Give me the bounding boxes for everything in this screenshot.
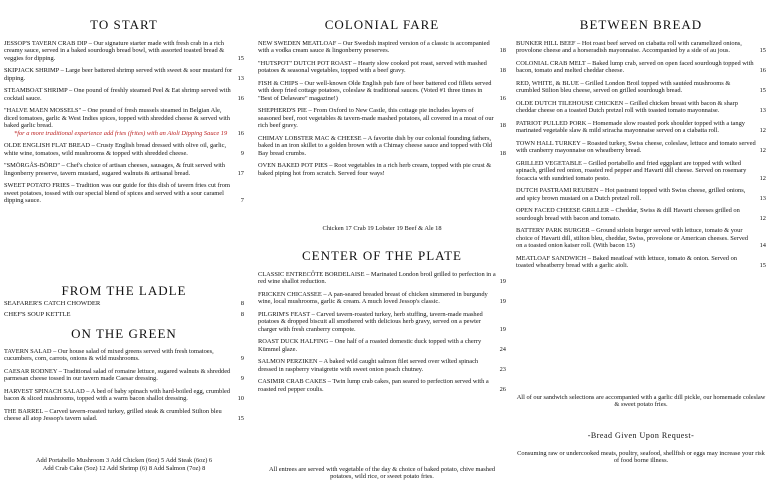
item-description: – Hot roast beef served on ciabatta roll with caramelized onions, provolone cheese and a horseradish mayonnaise. Accompanied by a side of au jous. <box>516 40 742 55</box>
item-price: 16 <box>237 94 244 102</box>
bread-item <box>516 187 766 202</box>
raw-food-warning: Consuming raw or undercooked meats, poultry, seafood, shellfish or eggs may increase your risk of food borne illness. <box>517 450 765 465</box>
item-price: 18 <box>499 47 506 55</box>
item-price: 8 <box>240 310 244 318</box>
item-price: 13 <box>759 107 766 115</box>
item-name: FRICKEN CHICASSEE <box>258 291 322 298</box>
bread-item <box>516 40 766 55</box>
item-price: 8 <box>240 300 244 307</box>
item-name: CHEF'S SOUP KETTLE <box>4 310 71 318</box>
to-start-heading: TO START <box>90 17 158 32</box>
item-name: OLDE ENGLISH FLAT BREAD <box>4 142 90 150</box>
item-name: CLASSIC ENTRECÔTE BORDELAISE <box>258 271 365 278</box>
item-name: CAESAR RODNEY <box>4 368 58 375</box>
item-name: OPEN FACED CHEESE GRILLER <box>516 207 610 215</box>
item-price: 19 <box>499 278 506 286</box>
salad-addons <box>4 457 244 472</box>
item-price: 12 <box>759 174 766 182</box>
item-price: 18 <box>499 149 506 157</box>
to-start-item <box>4 142 244 157</box>
item-name: HARVEST SPINACH SALAD <box>4 388 85 395</box>
item-description: – Homemade slow roasted pork shoulder topped with a tangy marinated vegetable slaw & mild sriracha mayonnaise served on a ciabatta roll. <box>516 120 745 135</box>
colonial-item <box>258 135 506 157</box>
item-name: BATTERY PARK BURGER <box>516 227 590 235</box>
item-description: – One pound of freshly steamed Peel & Eat shrimp served with cocktail sauce. <box>4 87 231 102</box>
item-price: 12 <box>759 127 766 135</box>
item-price: 18 <box>499 122 506 130</box>
item-description: – Carved tavern-roasted turkey, grilled steak & crumbled Stilton bleu cheese all atop Jessop's tavern salad. <box>4 408 222 423</box>
item-name: TAVERN SALAD <box>4 348 52 355</box>
item-name: SWEET POTATO FRIES <box>4 182 70 190</box>
item-price: 7 <box>240 197 244 205</box>
item-name: TOWN HALL TURKEY <box>516 140 581 147</box>
item-price: 17 <box>237 169 244 177</box>
item-description: – Twin lump crab cakes, pan seared to perfection served with a roasted red pepper coulis. <box>258 378 489 393</box>
item-name: RED, WHITE, & BLUE <box>516 80 579 87</box>
item-name: DUTCH PASTRAMI REUBEN <box>516 187 599 195</box>
bread-item <box>516 160 766 182</box>
item-description: – A pan-seared breaded breast of chicken simmered in burgundy wine, local mushrooms, garlic & cream. A much loved Jessop's classic. <box>258 291 488 306</box>
item-description: – A favorite dish by our colonial founding fathers, baked in an iron skillet to a golden brown with a Chimay cheese sauce and topped with Old Bay bread crumbs. <box>258 134 493 157</box>
item-description: – Cheddar, Swiss & dill Havarti cheeses grilled on sourdough bread with bacon and tomato. <box>516 207 740 222</box>
item-price: 9 <box>240 375 244 383</box>
bread-item <box>516 100 766 115</box>
item-description: – Chef's choice of artisan cheeses, sausages, & fruit served with lingonberry preserve, tavern mustard, sugared walnuts & artisanal bread. <box>4 162 225 177</box>
item-description: – Grilled chicken breast with bacon & sharp cheddar cheese on a toasted Dutch pretzel roll with toasted tomato mayonnaise. <box>516 100 738 115</box>
bread-item <box>516 60 766 75</box>
bread-item <box>516 120 766 135</box>
on-the-green-list <box>4 348 244 428</box>
item-name: SALMON PERZIKEN <box>258 358 318 366</box>
item-price: 15 <box>237 54 244 62</box>
center-of-plate-list <box>258 271 506 398</box>
item-description: – One half of a roasted domestic duck topped with a cherry Kümmel glaze. <box>258 338 482 353</box>
item-name: BUNKER HILL BEEF <box>516 40 576 47</box>
to-start-item <box>4 87 244 102</box>
to-start-item <box>4 67 244 82</box>
plate-item <box>258 271 506 286</box>
item-price: 24 <box>499 345 506 353</box>
on-the-green-heading: ON THE GREEN <box>71 326 177 341</box>
sandwich-footer: All of our sandwich selections are accompanied with a garlic dill pickle, our homemade coleslaw & sweet potato fries. <box>516 394 766 409</box>
item-description: – Our house salad of mixed greens served with fresh tomatoes, cucumbers, corn, carrots, onions & wild mushrooms. <box>4 348 214 363</box>
colonial-item <box>258 60 506 75</box>
item-name: "SMÖRGÅS-BÖRD" <box>4 162 60 170</box>
item-name: STEAMBOAT SHRIMP <box>4 87 68 95</box>
item-price: 15 <box>237 415 244 423</box>
colonial-item <box>258 107 506 129</box>
plate-item <box>258 378 506 393</box>
item-name: SHEPHERD'S PIE <box>258 107 307 115</box>
item-description: – Carved tavern-roasted turkey, herb stuffing, tavern-made mashed potatoes & dropped biscuit all smothered with delicious herb gravy, served on a pewter charger with fresh cranberry compote. <box>258 311 483 333</box>
to-start-item <box>4 182 244 204</box>
item-description: – Traditional salad of romaine lettuce, sugared walnuts & shredded parmesan cheese tossed in our tavern made Caesar dressing. <box>4 368 231 383</box>
item-name: "HUTSPOT" DUTCH POT ROAST <box>258 60 352 67</box>
right-column <box>516 0 766 498</box>
item-description: – Our well-known Olde English pub fare of beer battered cod fillets served with deep fried cottage potatoes, coleslaw & traditional sauces. (Voted #1 three times in "Best of Delaware" magazine!) <box>258 80 492 102</box>
item-price: 15 <box>759 47 766 55</box>
green-item <box>4 348 244 363</box>
item-name: COLONIAL CRAB MELT <box>516 60 586 67</box>
item-name: THE BARREL <box>4 408 43 415</box>
item-name: NEW SWEDEN MEATLOAF <box>258 40 337 47</box>
bread-item <box>516 80 766 95</box>
to-start-item <box>4 40 244 62</box>
item-price: 13 <box>759 194 766 202</box>
item-description: – A bed of baby spinach with hard-boiled egg, crumbled bacon & sliced mushrooms, topped with a warm bacon shallot dressing. <box>4 388 231 403</box>
item-description: – Crusty English bread dressed with olive oil, garlic, white wine, tomatoes, wild mushrooms & topped with shredded cheese. <box>4 142 227 157</box>
colonial-fare-list <box>258 40 506 182</box>
item-description: – Our Swedish inspired version of a classic is accompanied with a vodka cream sauce & lingonberry preserves. <box>258 40 490 55</box>
colonial-item <box>258 162 506 177</box>
entrees-footer: All entrees are served with vegetable of the day & choice of baked potato, chive mashed potatoes, wild rice, or sweet potato fries. <box>268 466 496 481</box>
left-column <box>4 0 244 498</box>
item-description: – Grilled London Broil topped with sautéed mushrooms & crumbled Stilton bleu cheese, served on grilled sourdough bread. <box>516 80 731 95</box>
colonial-fare-heading: COLONIAL FARE <box>324 17 440 32</box>
item-name: "HALVE MAEN MOSSELS" <box>4 107 82 115</box>
item-name: CASIMIR CRAB CAKES <box>258 378 327 386</box>
between-bread-list <box>516 40 766 275</box>
item-price: 13 <box>237 74 244 82</box>
item-price: 9 <box>240 355 244 363</box>
bread-item <box>516 207 766 222</box>
item-price: 26 <box>499 385 506 393</box>
item-description: – From Oxford to New Castle, this cottage pie includes layers of seasoned beef, root vegetables & tavern-made mashed potatoes, all covered in a moat of our rich beef gravy. <box>258 107 494 130</box>
green-item <box>4 408 244 423</box>
item-name: OLDE DUTCH TILEHOUSE CHICKEN <box>516 100 624 107</box>
from-the-ladle-heading: FROM THE LADLE <box>61 283 187 298</box>
item-price: 15 <box>759 262 766 270</box>
item-description: – Hearty slow cooked pot roast, served with mashed potatoes & seasonal vegetables, topped with a beef gravy. <box>258 60 487 75</box>
bread-notice: -Bread Given Upon Request- <box>587 431 695 440</box>
item-description: – Roasted turkey, Swiss cheese, coleslaw, lettuce and tomato served with cranberry mayonnaise on wheatberry bread. <box>516 140 756 155</box>
item-description: – Baked meatloaf with lettuce, tomato & onion. Served on toasted wheatberry bread with a garlic aioli. <box>516 254 737 270</box>
addons-line-1: Add Portabello Mushroom 3 Add Chicken (6oz) 5 Add Steak (6oz) 6 <box>35 457 213 464</box>
item-price: 16 <box>759 67 766 75</box>
item-description: – Ground sirloin burger served with lettuce, tomato & your choice of Havarti dill, stilton bleu, cheddar, Swiss, provolone or American cheeses. Served on a toasted onion kaiser roll. (With bacon 15) <box>516 227 749 250</box>
ladle-item <box>4 310 244 321</box>
item-description: – Baked lump crab, served on open faced sourdough topped with bacon, tomato and melted cheddar cheese. <box>516 60 754 75</box>
green-item <box>4 368 244 383</box>
plate-item <box>258 338 506 353</box>
to-start-item <box>4 162 244 177</box>
between-bread-heading: BETWEEN BREAD <box>579 17 703 32</box>
item-price: 23 <box>499 365 506 373</box>
item-price: 9 <box>240 149 244 157</box>
plate-item <box>258 311 506 333</box>
item-name: SEAFARER'S CATCH CHOWDER <box>4 300 101 307</box>
ladle-item <box>4 299 244 310</box>
item-price: 19 <box>499 325 506 333</box>
green-item <box>4 388 244 403</box>
item-description: – Hot pastrami topped with Swiss cheese, grilled onions, and spicy brown mustard on a Dutch pretzel roll. <box>516 187 746 202</box>
item-name: JESSOP'S TAVERN CRAB DIP <box>4 40 88 47</box>
item-note: *for a more traditional experience add fries (frites) with an Aioli Dipping Sauce 19 <box>14 129 228 137</box>
item-name: GRILLED VEGETABLE <box>516 160 582 167</box>
item-name: FISH & CHIPS <box>258 80 299 87</box>
item-name: ROAST DUCK HALFING <box>258 338 329 346</box>
item-price: 14 <box>759 242 766 250</box>
to-start-item <box>4 107 244 137</box>
item-price: 18 <box>499 67 506 75</box>
item-price: 16 <box>237 129 244 137</box>
plate-item <box>258 291 506 306</box>
addons-line-2: Add Crab Cake (5oz) 12 Add Shrimp (6) 8 Add Salmon (7oz) 8 <box>42 464 206 472</box>
item-price: 19 <box>499 298 506 306</box>
item-name: CHIMAY LOBSTER MAC & CHEESE <box>258 134 362 142</box>
item-name: OVEN BAKED POT PIES <box>258 162 328 170</box>
item-description: – Grilled portabello and fried eggplant are topped with wilted spinach, grilled red onion, roasted red pepper and Havarti dill cheese. Served on rosemary focaccia with sundried tomato pesto. <box>516 160 747 182</box>
item-price: 16 <box>499 94 506 102</box>
center-of-the-plate-heading: CENTER OF THE PLATE <box>302 248 462 263</box>
colonial-item <box>258 80 506 102</box>
item-price: 10 <box>237 395 244 403</box>
bread-item <box>516 255 766 270</box>
item-description: – A baked wild caught salmon filet served over wilted spinach dressed in raspberry vinaigrette with sweet onion peach chutney. <box>258 358 479 373</box>
to-start-list <box>4 40 244 210</box>
bread-item <box>516 227 766 249</box>
middle-column <box>258 0 506 498</box>
item-name: PILGRIM'S FEAST <box>258 311 310 318</box>
pot-pie-options: Chicken 17 Crab 19 Lobster 19 Beef & Ale 18 <box>322 225 442 232</box>
colonial-item <box>258 40 506 55</box>
item-description: – Our signature starter made with fresh crab in a rich creamy sauce, served in a baked sourdough bread bowl, with assorted toasted bread & veggies for dipping. <box>4 40 225 62</box>
plate-item <box>258 358 506 373</box>
item-name: MEATLOAF SANDWICH <box>516 254 587 262</box>
item-price: 15 <box>759 87 766 95</box>
item-description: – One pound of fresh mussels steamed in Belgian Ale, diced tomatoes, garlic & West Indies spices, topped with shredded cheese & served with baked garlic bread. <box>4 107 230 130</box>
bread-item <box>516 140 766 155</box>
ladle-list <box>4 299 244 320</box>
item-price: 12 <box>759 214 766 222</box>
item-name: PATRIOT PULLED PORK <box>516 120 587 127</box>
item-description: – Marinated London broil grilled to perfection in a red wine shallot reduction. <box>258 271 496 286</box>
item-description: – Large beer battered shrimp served with sweet & sour mustard for dipping. <box>4 67 233 82</box>
item-description: – Root vegetables in a rich herb cream, topped with pie crust & baked piping hot from scratch. Served four ways! <box>258 162 492 177</box>
item-name: SKIPJACK SHRIMP <box>4 67 59 75</box>
item-price: 12 <box>759 147 766 155</box>
item-description: – Tradition was our guide for this dish of tavern fries cut from sweet potatoes, tossed with our special blend of spices and served with a sour caramel dipping sauce. <box>4 182 230 205</box>
